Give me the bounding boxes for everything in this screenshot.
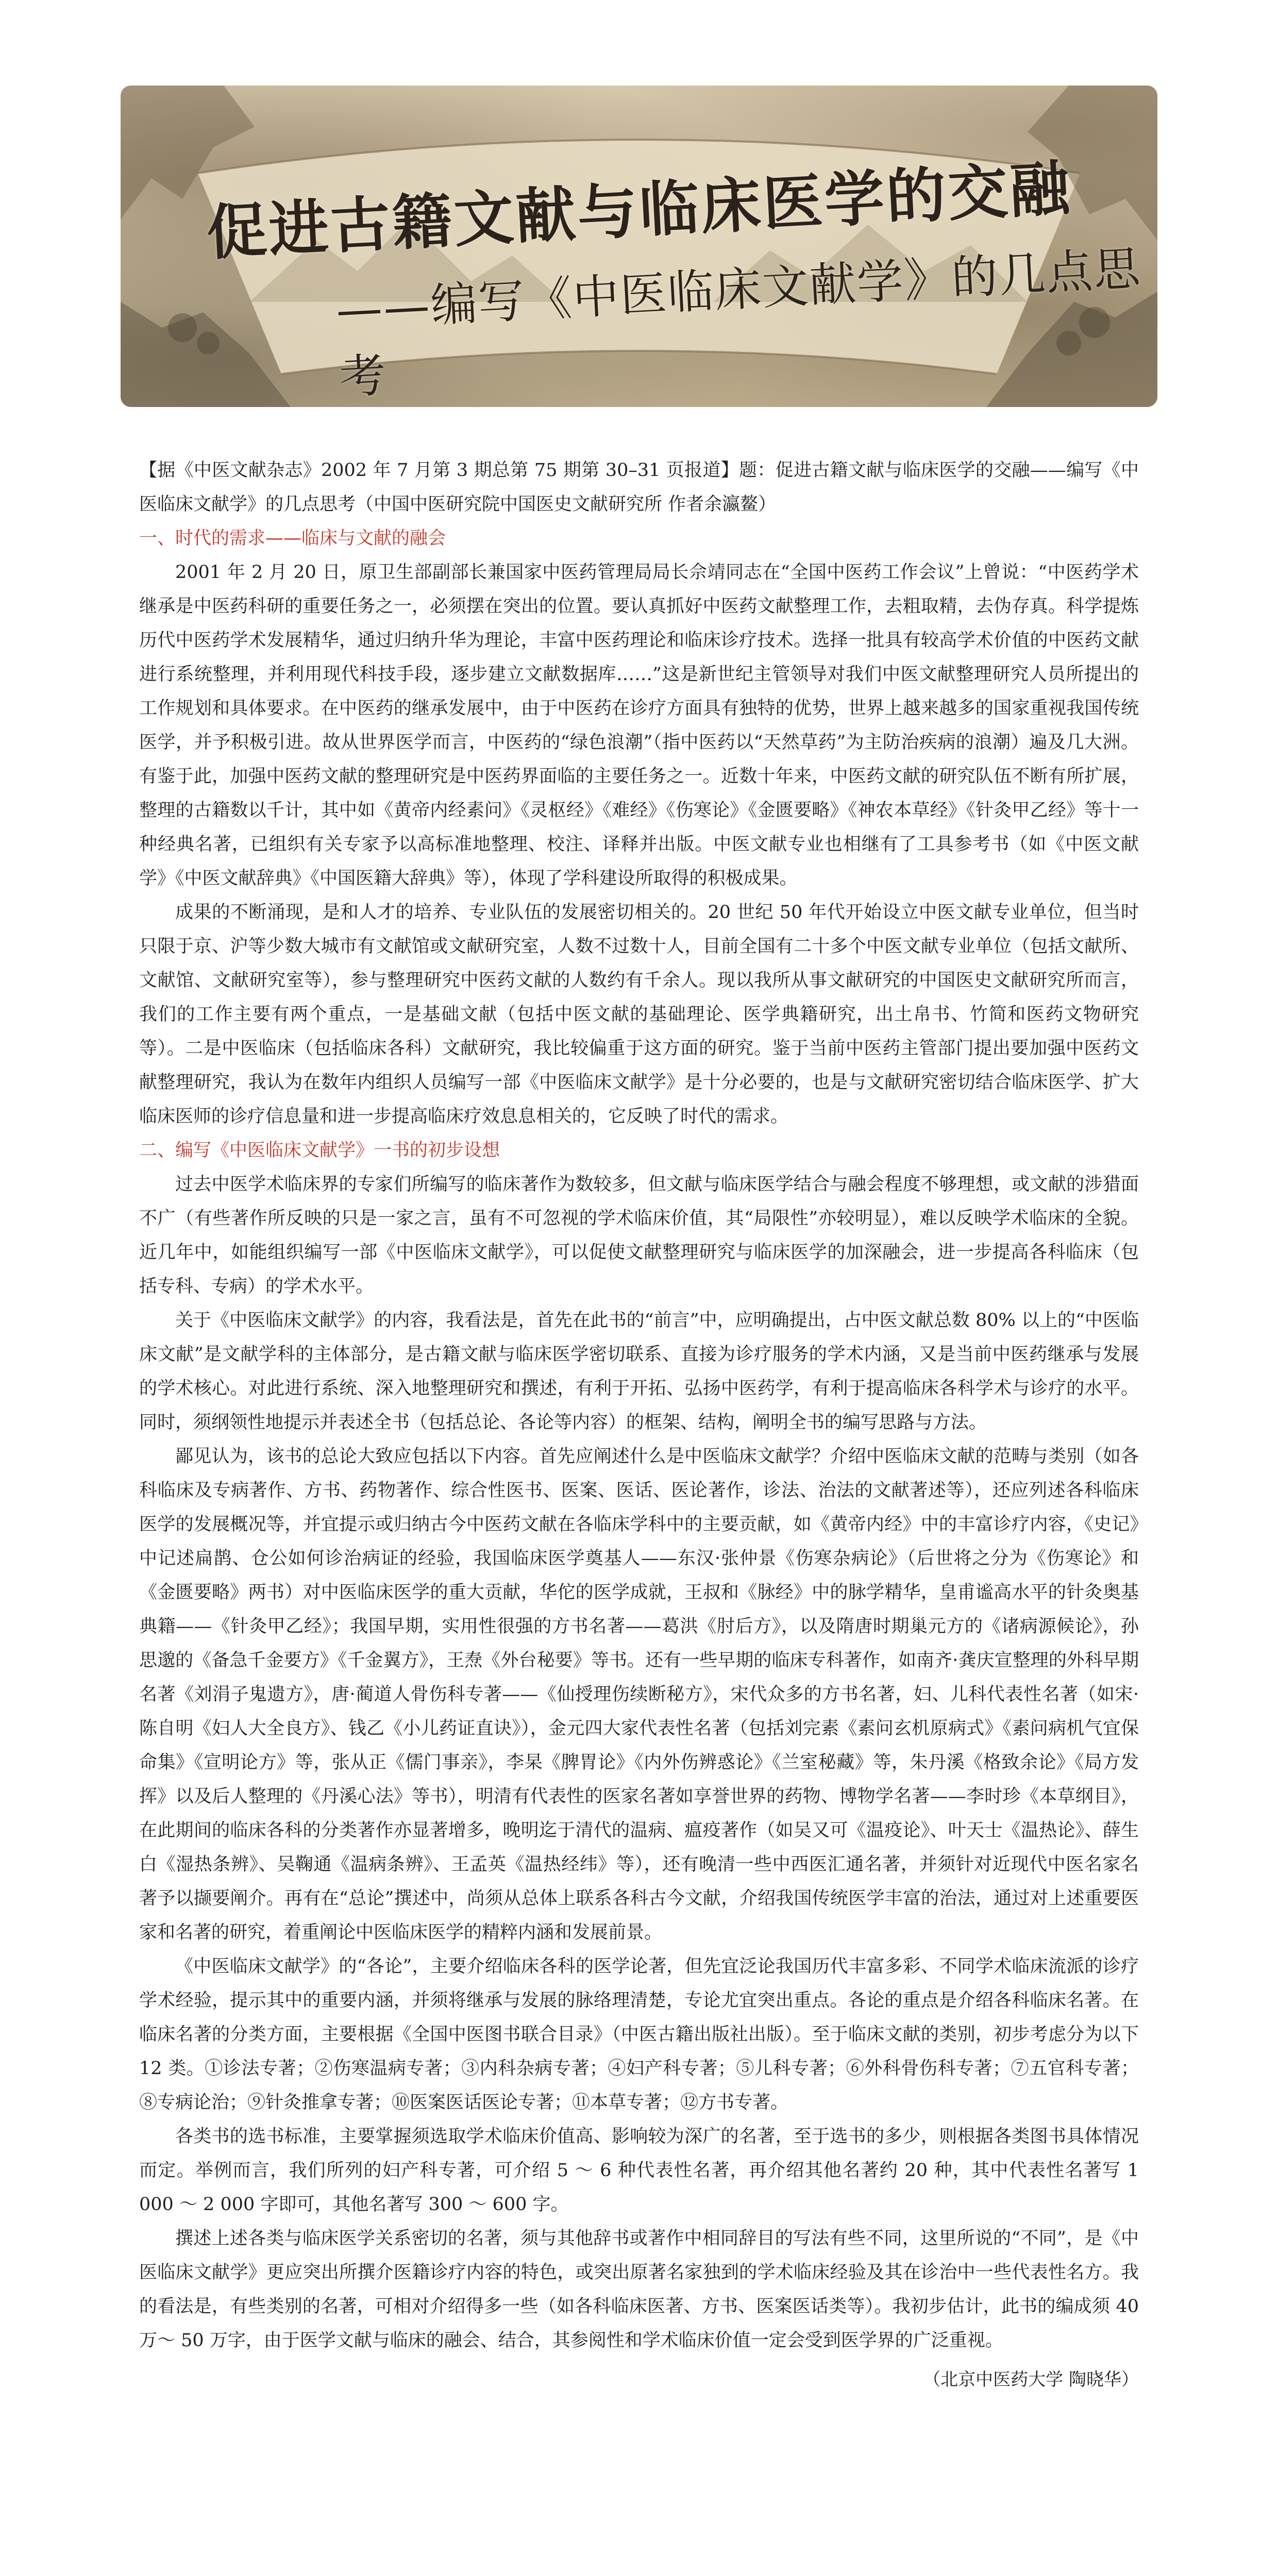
article-body [139,453,1139,2397]
paragraph: 过去中医学术临床界的专家们所编写的临床著作为数较多，但文献与临床医学结合与融会程度不够理想，或文献的涉猎面不广（有些著作所反映的只是一家之言，虽有不可忽视的学术临床价值，其“局限性”亦较明显），难以反映学术临床的全貌。近几年中，如能组织编写一部《中医临床文献学》，可以促使文献整理研究与临床医学的加深融会，进一步提高各科临床（包括专科、专病）的学术水平。 [139,1174,1139,1297]
paragraph: 关于《中医临床文献学》的内容，我看法是，首先在此书的“前言”中，应明确提出，占中医文献总数 80% 以上的“中医临床文献”是文献学科的主体部分，是古籍文献与临床医学密切联系、直接为诊疗服务的学术内涵，又是当前中医药继承与发展的学术核心。对此进行系统、深入地整理研究和撰述，有利于开拓、弘扬中医药学，有利于提高临床各科学术与诊疗的水平。同时，须纲领性地提示并表述全书（包括总论、各论等内容）的框架、结构，阐明全书的编写思路与方法。 [139,1310,1139,1433]
section-heading-2: 二、编写《中医临床文献学》一书的初步设想 [139,1140,500,1161]
banner-title: 促进古籍文献与临床医学的交融 [205,154,1073,268]
paragraph: 各类书的选书标准，主要掌握须选取学术临床价值高、影响较为深广的名著，至于选书的多少，则根据各类图书具体情况而定。举例而言，我们所列的妇产科专著，可介绍 5 ～ 6 种代表性名著，再介绍其他名著约 20 种，其中代表性名著写 1 000 ～ 2 000 字即可，其他名著写 300 ～ 600 字。 [139,2126,1139,2215]
section-heading-1: 一、时代的需求——临床与文献的融会 [139,528,446,549]
paragraph: 《中医临床文献学》的“各论”，主要介绍临床各科的医学论著，但先宜泛论我国历代丰富多彩、不同学术临床流派的诊疗学术经验，提示其中的重要内涵，并须将继承与发展的脉络理清楚，专论尤宜突出重点。各论的重点是介绍各科临床名著。在临床名著的分类方面，主要根据《全国中医图书联合目录》（中医古籍出版社出版）。至于临床文献的类别，初步考虑分为以下 12 类。①诊法专著；②伤寒温病专著；③内科杂病专著；④妇产科专著；⑤儿科专著；⑥外科骨伤科专著；⑦五官科专著；⑧专病论治；⑨针灸推拿专著；⑩医案医话医论专著；⑪本草专著；⑫方书专著。 [139,1956,1139,2113]
paragraph: 鄙见认为，该书的总论大致应包括以下内容。首先应阐述什么是中医临床文献学？介绍中医临床文献的范畴与类别（如各科临床及专病著作、方书、药物著作、综合性医书、医案、医话、医论著作，诊法、治法的文献著述等），还应列述各科临床医学的发展概况等，并宜提示或归纳古今中医药文献在各临床学科中的主要贡献，如《黄帝内经》中的丰富诊疗内容，《史记》中记述扁鹊、仓公如何诊治病证的经验，我国临床医学奠基人——东汉·张仲景《伤寒杂病论》（后世将之分为《伤寒论》和《金匮要略》两书）对中医临床医学的重大贡献，华佗的医学成就，王叔和《脉经》中的脉学精华，皇甫谧高水平的针灸奥基典籍——《针灸甲乙经》；我国早期，实用性很强的方书名著——葛洪《肘后方》，以及隋唐时期巢元方的《诸病源候论》，孙思邈的《备急千金要方》《千金翼方》，王焘《外台秘要》等书。还有一些早期的临床专科著作，如南齐·龚庆宣整理的外科早期名著《刘涓子鬼遗方》，唐·蔺道人骨伤科专著——《仙授理伤续断秘方》，宋代众多的方书名著，妇、儿科代表性名著（如宋·陈自明《妇人大全良方》、钱乙《小儿药证直诀》），金元四大家代表性名著（包括刘完素《素问玄机原病式》《素问病机气宜保命集》《宣明论方》等，张从正《儒门事亲》，李杲《脾胃论》《内外伤辨惑论》《兰室秘藏》等，朱丹溪《格致余论》《局方发挥》以及后人整理的《丹溪心法》等书），明清有代表性的医家名著如享誉世界的药物、博物学名著——李时珍《本草纲目》，在此期间的临床各科的分类著作亦显著增多，晚明迄于清代的温病、瘟疫著作（如吴又可《温疫论》、叶天士《温热论》、薛生白《湿热条辨》、吴鞠通《温病条辨》、王孟英《温热经纬》等），还有晚清一些中西医汇通名著，并须针对近现代中医名家名著予以撷要阐介。再有在“总论”撰述中，尚须从总体上联系各科古今文献，介绍我国传统医学丰富的治法，通过对上述重要医家和名著的研究，着重阐论中医临床医学的精粹内涵和发展前景。 [139,1446,1139,1943]
source-citation: 【据《中医文献杂志》2002 年 7 月第 3 期总第 75 期第 30–31 页报道】题：促进古籍文献与临床医学的交融——编写《中医临床文献学》的几点思考（中国中医研究院中国医史文献研究所 作者余瀛鳌） [139,460,1139,515]
paragraph: 2001 年 2 月 20 日，原卫生部副部长兼国家中医药管理局局长佘靖同志在“全国中医药工作会议”上曾说：“中医药学术继承是中医药科研的重要任务之一，必须摆在突出的位置。要认真抓好中医药文献整理工作，去粗取精，去伪存真。科学提炼历代中医药学术发展精华，通过归纳升华为理论，丰富中医药理论和临床诊疗技术。选择一批具有较高学术价值的中医药文献进行系统整理，并利用现代科技手段，逐步建立文献数据库……”这是新世纪主管领导对我们中医文献整理研究人员所提出的工作规划和具体要求。在中医药的继承发展中，由于中医药在诊疗方面具有独特的优势，世界上越来越多的国家重视我国传统医学，并予积极引进。故从世界医学而言，中医药的“绿色浪潮”（指中医药以“天然草药”为主防治疾病的浪潮）遍及几大洲。有鉴于此，加强中医药文献的整理研究是中医药界面临的主要任务之一。近数十年来，中医药文献的研究队伍不断有所扩展，整理的古籍数以千计，其中如《黄帝内经素问》《灵枢经》《难经》《伤寒论》《金匮要略》《神农本草经》《针灸甲乙经》等十一种经典名著，已组织有关专家予以高标准地整理、校注、译释并出版。中医文献专业也相继有了工具参考书（如《中医文献学》《中医文献辞典》《中国医籍大辞典》等），体现了学科建设所取得的积极成果。 [139,562,1139,889]
paragraph: 成果的不断涌现，是和人才的培养、专业队伍的发展密切相关的。20 世纪 50 年代开始设立中医文献专业单位，但当时只限于京、沪等少数大城市有文献馆或文献研究室，人数不过数十人，目前全国有二十多个中医文献专业单位（包括文献所、文献馆、文献研究室等），参与整理研究中医药文献的人数约有千余人。现以我所从事文献研究的中国医史文献研究所而言，我们的工作主要有两个重点，一是基础文献（包括中医文献的基础理论、医学典籍研究，出土帛书、竹简和医药文物研究等）。二是中医临床（包括临床各科）文献研究，我比较偏重于这方面的研究。鉴于当前中医药主管部门提出要加强中医药文献整理研究，我认为在数年内组织人员编写一部《中医临床文献学》是十分必要的，也是与文献研究密切结合临床医学、扩大临床医师的诊疗信息量和进一步提高临床疗效息息相关的，它反映了时代的需求。 [139,902,1139,1127]
author-signature: （北京中医药大学 陶晓华） [923,2369,1139,2390]
paragraph: 撰述上述各类与临床医学关系密切的名著，须与其他辞书或著作中相同辞目的写法有些不同，这里所说的“不同”，是《中医临床文献学》更应突出所撰介医籍诊疗内容的特色，或突出原著名家独到的学术临床经验及其在诊治中一些代表性名方。我的看法是，有些类别的名著，可相对介绍得多一些（如各科临床医著、方书、医案医话类等）。我初步估计，此书的编成须 40 万～ 50 万字，由于医学文献与临床的融会、结合，其参阅性和学术临床价值一定会受到医学界的广泛重视。 [139,2228,1139,2351]
banner-subtitle: ——编写《中医临床文献学》的几点思考 [334,241,1142,405]
header-banner [121,86,1157,407]
